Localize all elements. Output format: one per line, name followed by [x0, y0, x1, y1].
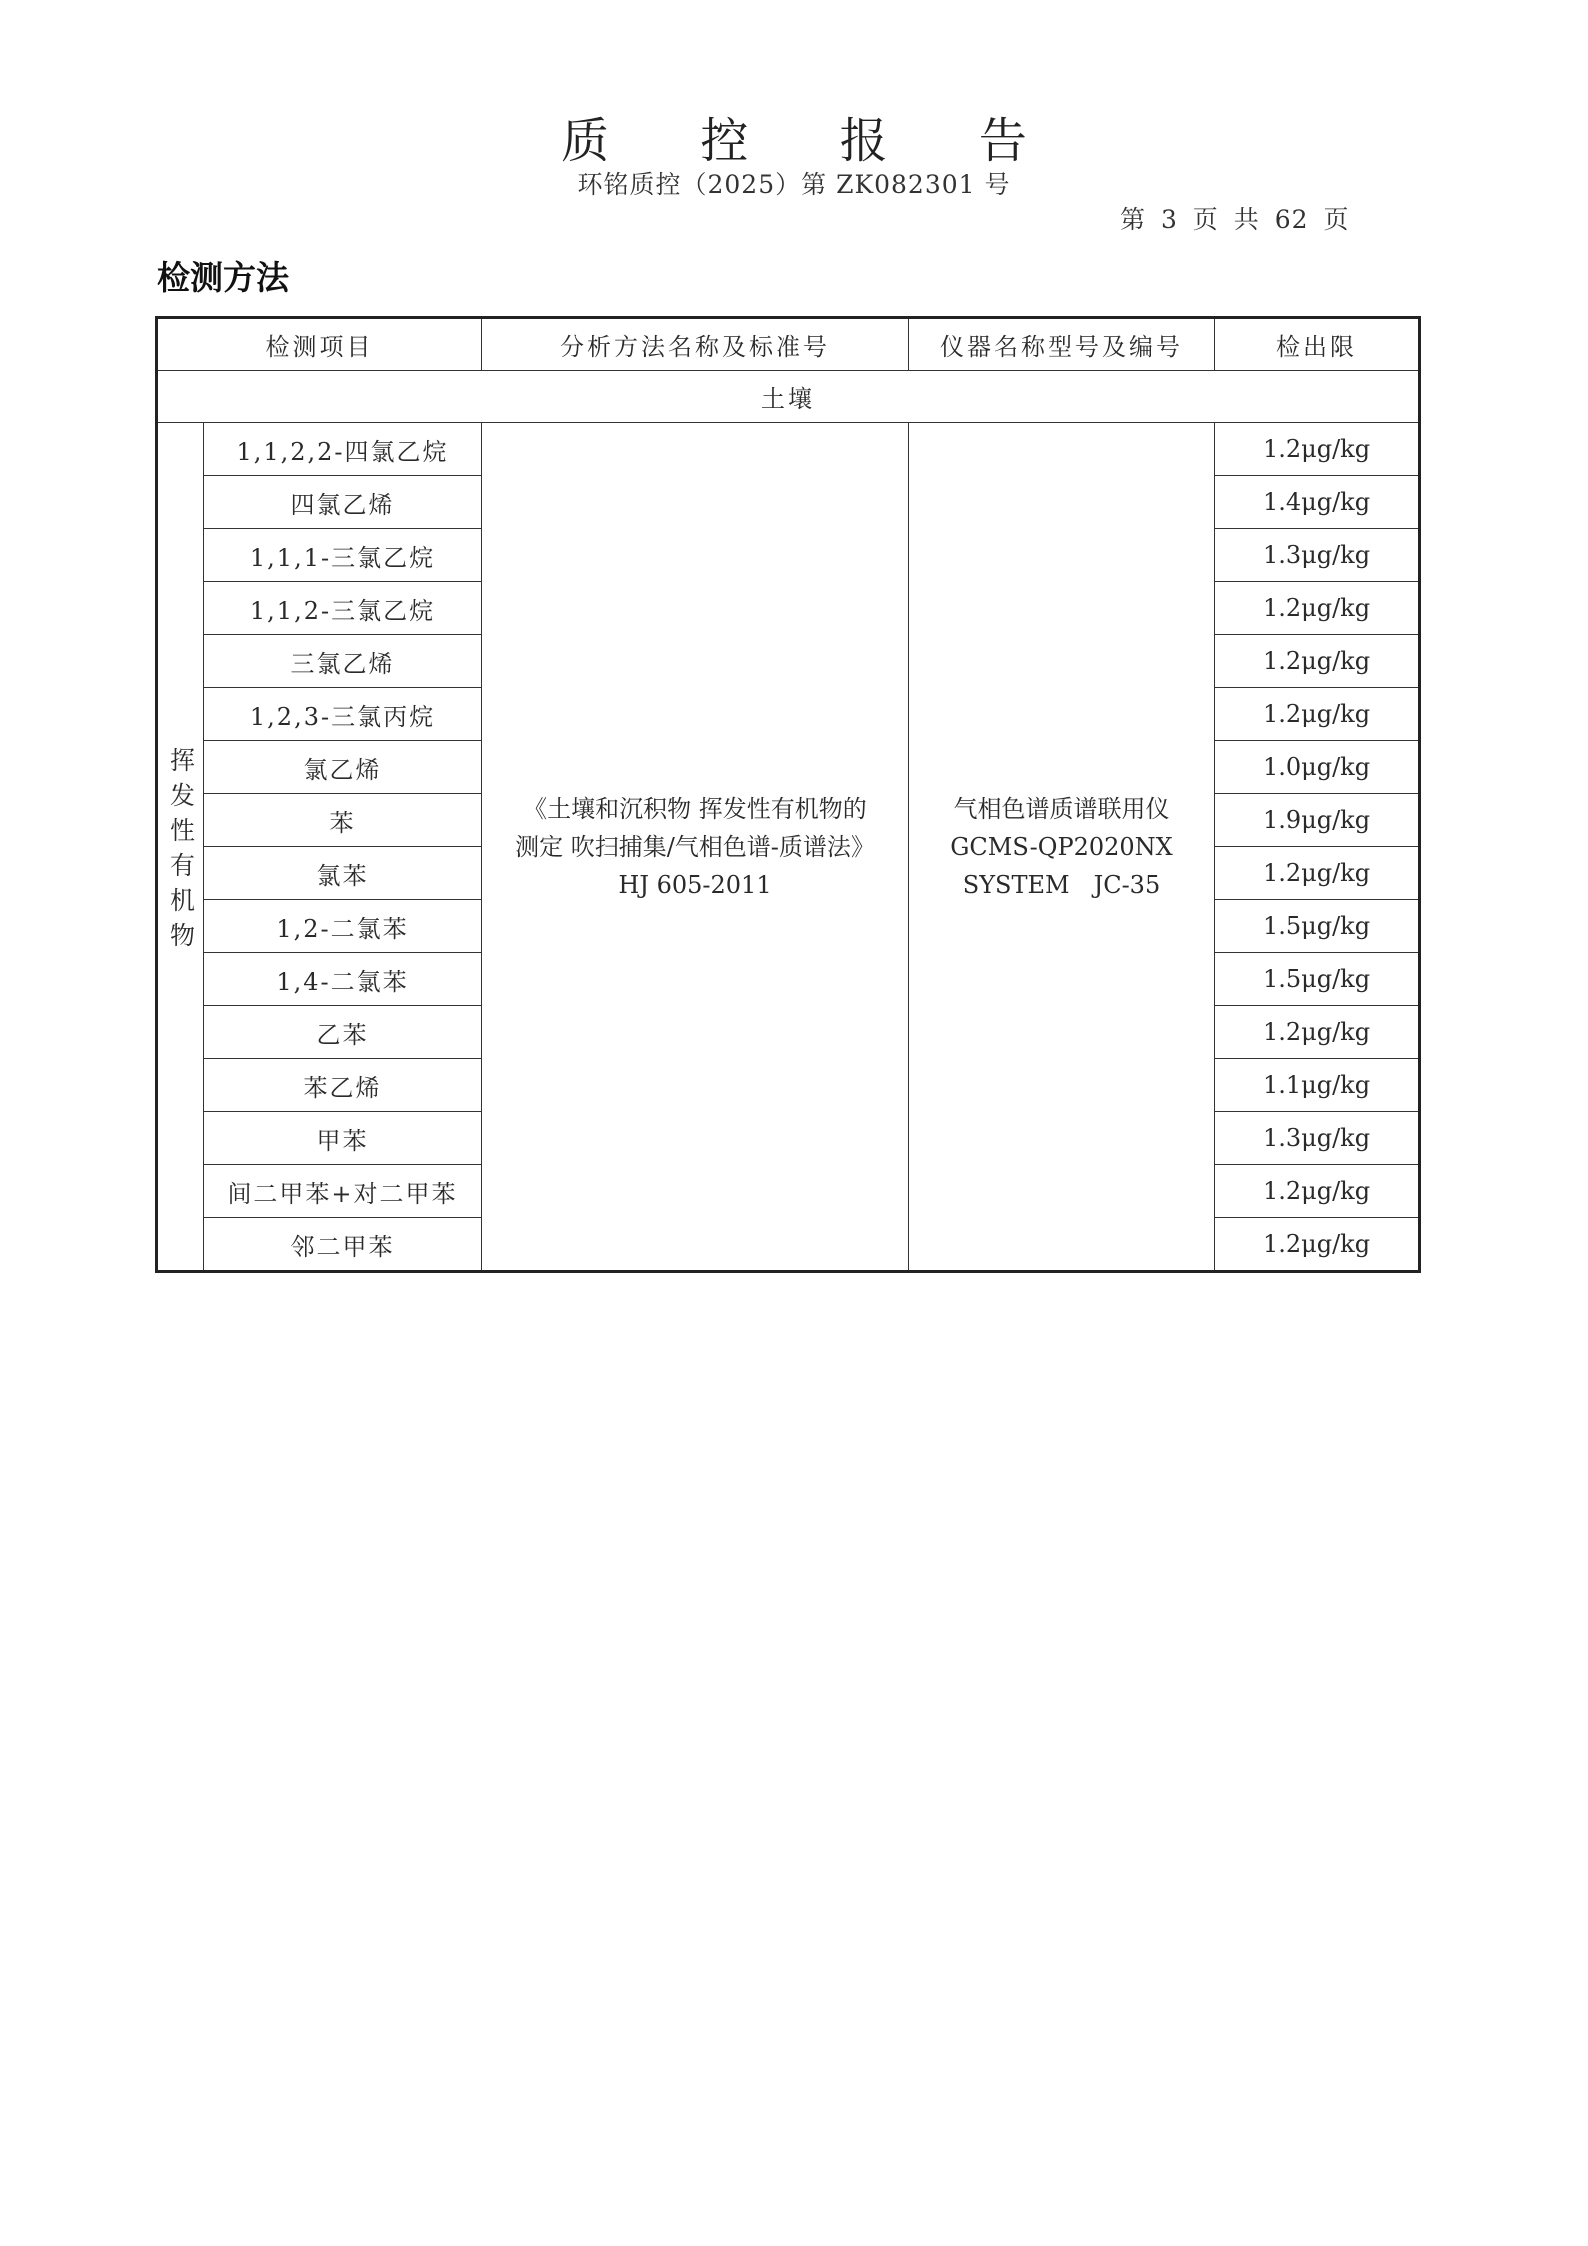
detection-limit: 1.1μg/kg [1215, 1059, 1420, 1112]
method-line: HJ 605-2011 [618, 870, 772, 899]
method-line: 《土壤和沉积物 挥发性有机物的 [523, 794, 867, 823]
report-number: 环铭质控（2025）第 ZK082301 号 [577, 170, 1011, 199]
detection-limit: 1.5μg/kg [1215, 953, 1420, 1006]
detection-limit: 1.2μg/kg [1215, 847, 1420, 900]
instrument-line: SYSTEM JC-35 [962, 870, 1161, 899]
detection-limit: 1.2μg/kg [1215, 1006, 1420, 1059]
detection-limit: 1.5μg/kg [1215, 900, 1420, 953]
instrument-line: GCMS-QP2020NX [950, 832, 1173, 861]
column-header-item: 检测项目 [157, 318, 482, 371]
item-name: 1,1,2-三氯乙烷 [204, 582, 482, 635]
category-label: 土壤 [157, 371, 1420, 423]
item-name: 乙苯 [204, 1006, 482, 1059]
detection-limit: 1.9μg/kg [1215, 794, 1420, 847]
detection-limit: 1.2μg/kg [1215, 423, 1420, 476]
section-heading: 检测方法 [157, 258, 289, 297]
item-name: 1,2,3-三氯丙烷 [204, 688, 482, 741]
detection-limit: 1.0μg/kg [1215, 741, 1420, 794]
item-name: 邻二甲苯 [204, 1218, 482, 1272]
detection-limit: 1.2μg/kg [1215, 688, 1420, 741]
detection-limit: 1.3μg/kg [1215, 529, 1420, 582]
category-row [157, 371, 1420, 423]
detection-limit: 1.2μg/kg [1215, 635, 1420, 688]
column-header-method: 分析方法名称及标准号 [482, 318, 909, 371]
method-line: 测定 吹扫捕集/气相色谱-质谱法》 [515, 832, 875, 861]
group-label: 挥发性有机物 [157, 423, 204, 1272]
item-name: 苯 [204, 794, 482, 847]
detection-limit: 1.2μg/kg [1215, 1218, 1420, 1272]
item-name: 间二甲苯+对二甲苯 [204, 1165, 482, 1218]
item-name: 1,1,1-三氯乙烷 [204, 529, 482, 582]
instrument-cell [909, 423, 1215, 1272]
item-name: 1,4-二氯苯 [204, 953, 482, 1006]
item-name: 1,2-二氯苯 [204, 900, 482, 953]
page-info: 第 3 页 共 62 页 [1120, 205, 1350, 234]
column-header-instrument: 仪器名称型号及编号 [909, 318, 1215, 371]
item-name: 氯乙烯 [204, 741, 482, 794]
detection-limit: 1.3μg/kg [1215, 1112, 1420, 1165]
item-name: 四氯乙烯 [204, 476, 482, 529]
column-header-detection-limit: 检出限 [1215, 318, 1420, 371]
instrument-line: 气相色谱质谱联用仪 [953, 794, 1170, 823]
item-name: 1,1,2,2-四氯乙烷 [204, 423, 482, 476]
detection-limit: 1.4μg/kg [1215, 476, 1420, 529]
detection-limit: 1.2μg/kg [1215, 1165, 1420, 1218]
item-name: 甲苯 [204, 1112, 482, 1165]
item-name: 氯苯 [204, 847, 482, 900]
detection-methods-table [155, 316, 1421, 1273]
table-header-row [157, 318, 1420, 371]
method-cell [482, 423, 909, 1272]
item-name: 三氯乙烯 [204, 635, 482, 688]
item-name: 苯乙烯 [204, 1059, 482, 1112]
report-title: 质 控 报 告 [561, 113, 1065, 169]
table-row [157, 423, 1420, 476]
detection-limit: 1.2μg/kg [1215, 582, 1420, 635]
